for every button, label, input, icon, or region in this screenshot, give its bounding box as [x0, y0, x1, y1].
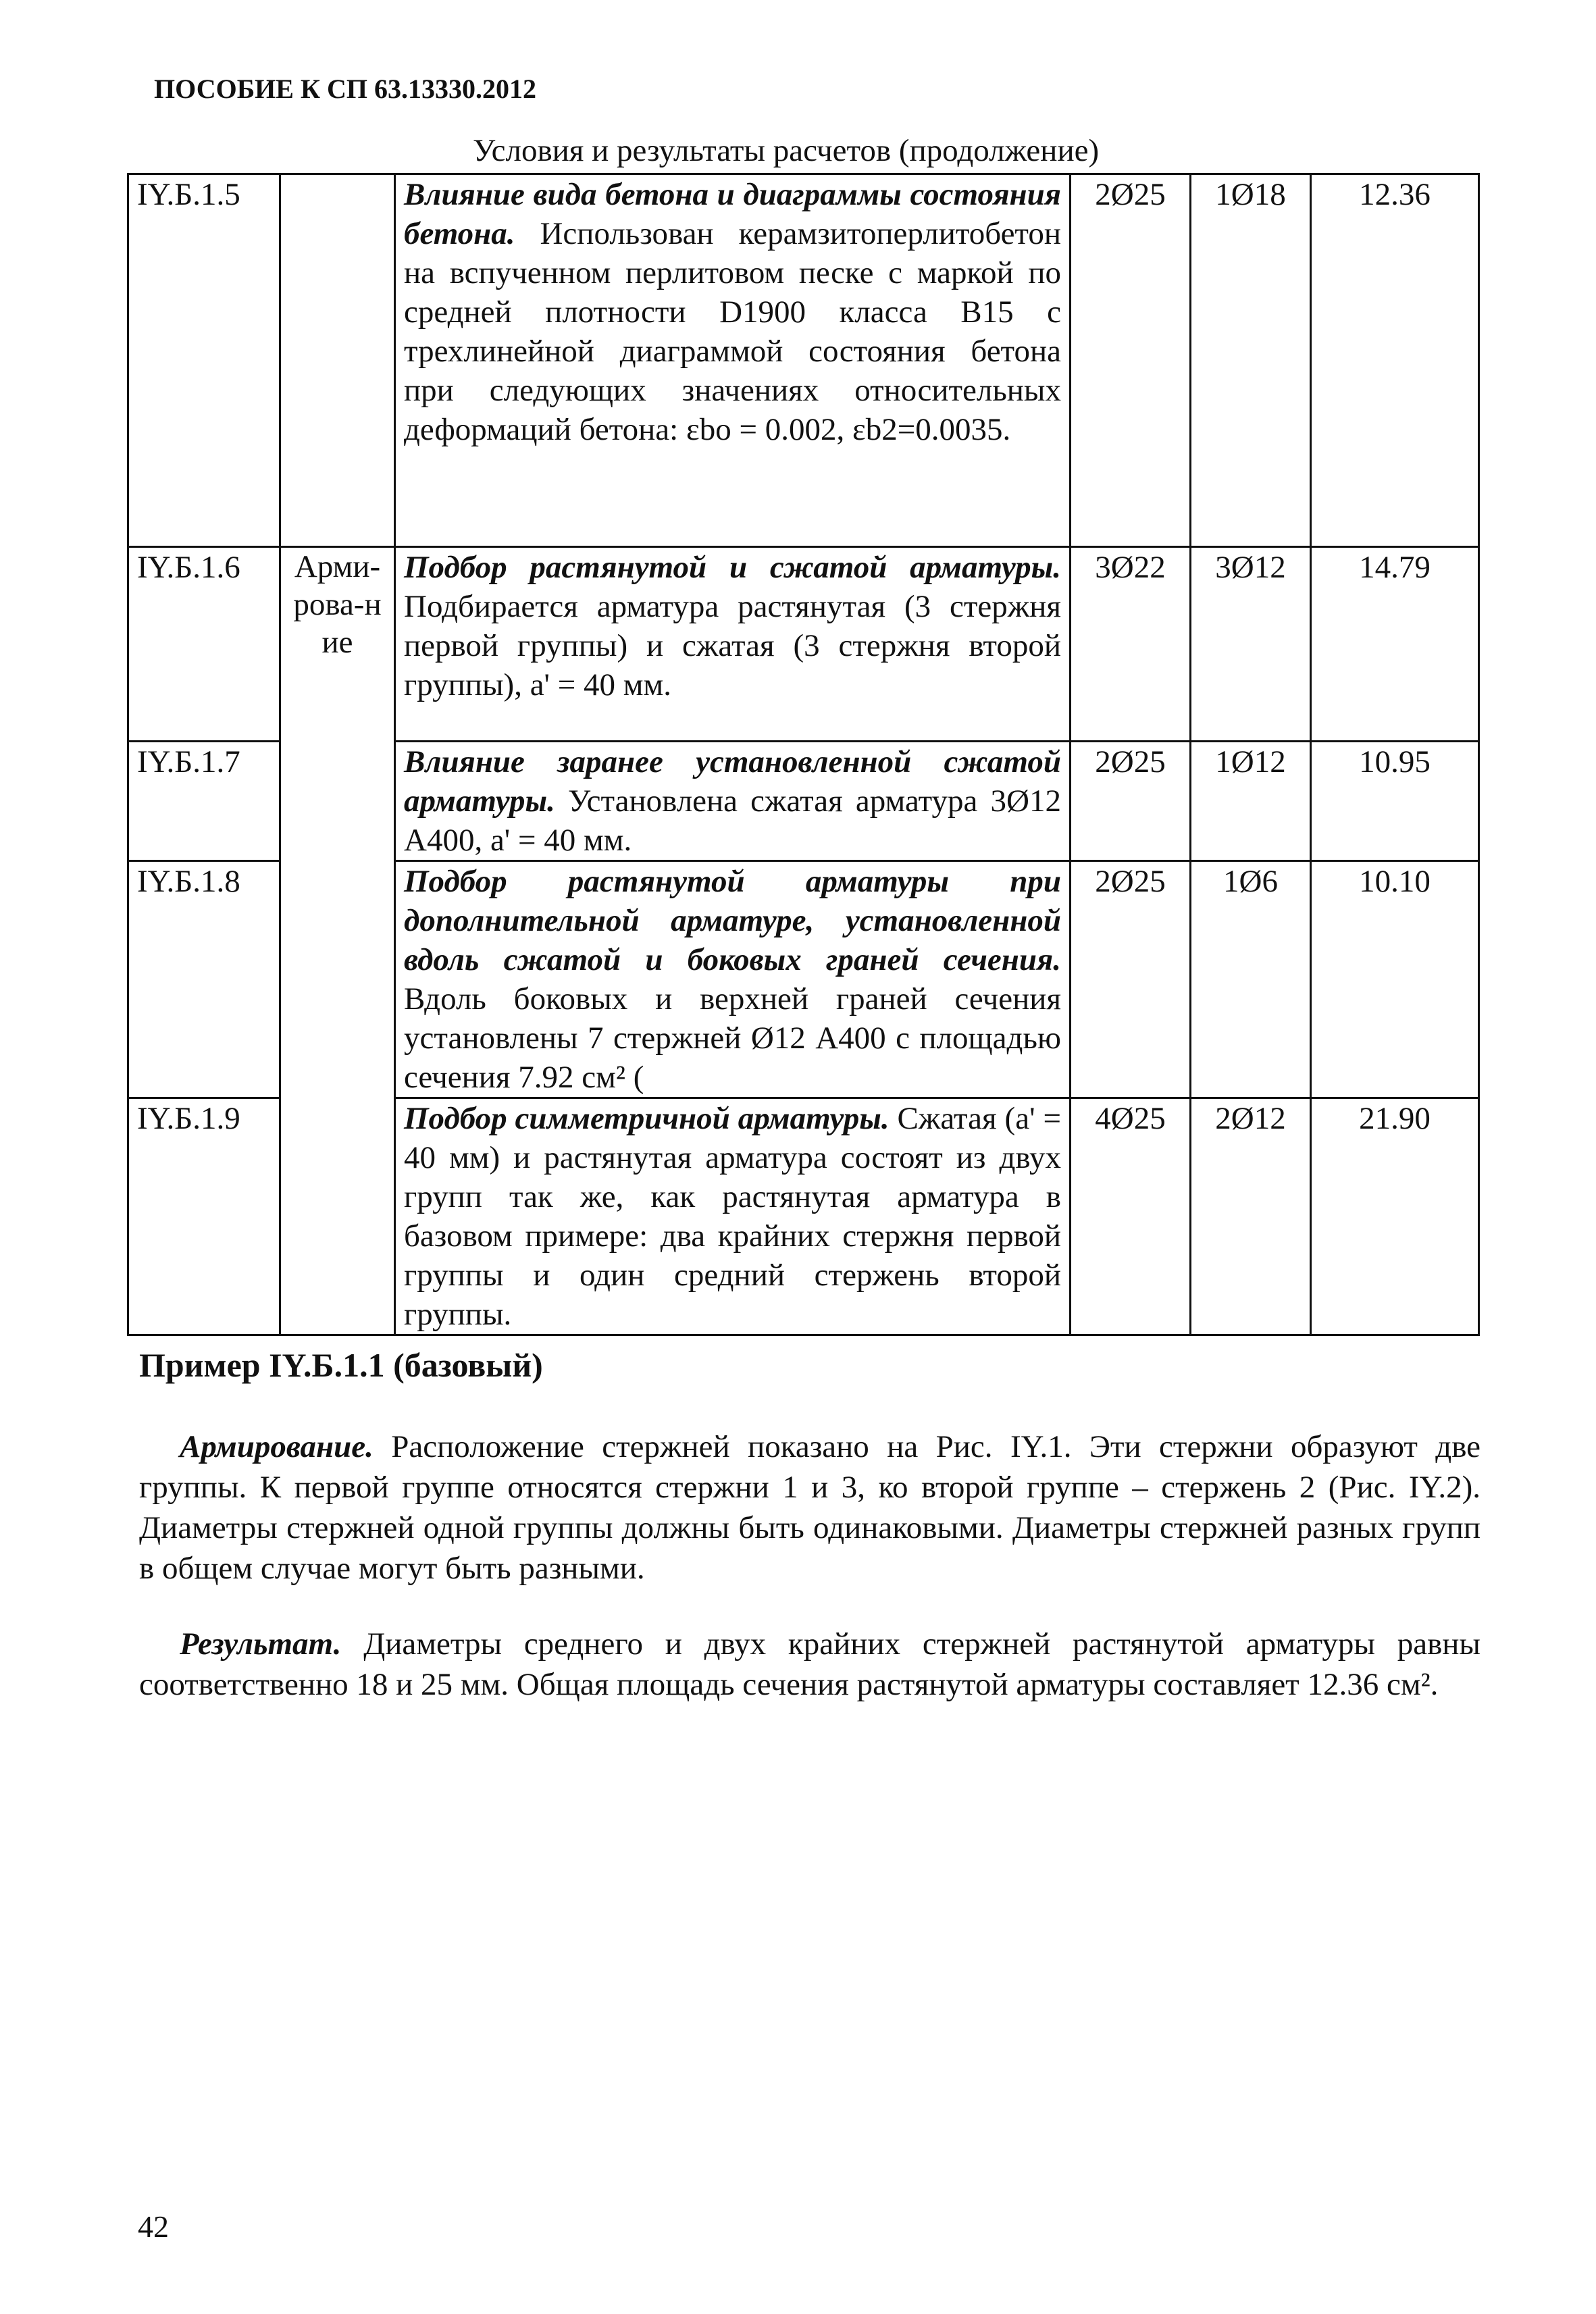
table-caption: Условия и результаты расчетов (продолжение): [473, 133, 1100, 168]
document-header: ПОСОБИЕ К СП 63.13330.2012: [154, 74, 536, 104]
row-description: [395, 1098, 1071, 1335]
bars-group-1: 2Ø25: [1071, 742, 1191, 861]
row-title: Подбор симметричной арматуры.: [404, 1101, 890, 1136]
bars-group-1: 4Ø25: [1071, 1098, 1191, 1335]
area-value: 21.90: [1311, 1098, 1479, 1335]
row-title: Подбор растянутой и сжатой арматуры.: [404, 550, 1061, 585]
area-value: 14.79: [1311, 547, 1479, 742]
table-row: [128, 174, 1479, 547]
row-description: [395, 742, 1071, 861]
row-number: IY.Б.1.5: [128, 174, 280, 547]
bars-group-2: 3Ø12: [1191, 547, 1311, 742]
row-text: Вдоль боковых и верхней граней сечения установлены 7 стержней Ø12 А400 с площадью сечения 7.92 см² (: [404, 981, 1061, 1095]
page-number: 42: [138, 2209, 169, 2244]
row-text: Использован керамзитоперлитобетон на вспученном перлитовом песке с маркой по средней плотности D1900 класса B15 с трехлинейной диаграммой состояния бетона при следующих значениях относительных деформаций бетона: εbo = 0.002, εb2=0.0035.: [404, 216, 1061, 447]
results-table: [127, 173, 1480, 1336]
bars-group-1: 2Ø25: [1071, 174, 1191, 547]
row-description: [395, 174, 1071, 547]
row-text: Установлена сжатая арматура 3Ø12 А400, a' = 40 мм.: [404, 783, 1061, 858]
group-cell-empty: [280, 174, 395, 547]
paragraph-label: Результат.: [180, 1626, 342, 1662]
bars-group-2: 1Ø18: [1191, 174, 1311, 547]
paragraph-text: Расположение стержней показано на Рис. IY.1. Эти стержни образуют две группы. К первой группе относятся стержни 1 и 3, ко второй группе – стержень 2 (Рис. IY.2). Диаметры стержней одной группы должны быть одинаковыми. Диаметры стержней разных групп в общем случае могут быть разными.: [139, 1429, 1481, 1586]
bars-group-2: 2Ø12: [1191, 1098, 1311, 1335]
area-value: 10.10: [1311, 861, 1479, 1098]
group-cell-reinforcement: Арми-рова-ние: [280, 547, 395, 1335]
row-number: IY.Б.1.6: [128, 547, 280, 742]
row-title: Подбор растянутой арматуры при дополнительной арматуре, установленной вдоль сжатой и боковых граней сечения.: [404, 864, 1061, 977]
row-description: [395, 547, 1071, 742]
example-title: Пример IY.Б.1.1 (базовый): [139, 1346, 543, 1384]
row-title: Влияние заранее установленной сжатой арматуры.: [404, 744, 1061, 819]
paragraph-text: Диаметры среднего и двух крайних стержней растянутой арматуры равны соответственно 18 и 25 мм. Общая площадь сечения растянутой арматуры составляет 12.36 см².: [139, 1626, 1481, 1702]
row-number: IY.Б.1.8: [128, 861, 280, 1098]
row-number: IY.Б.1.7: [128, 742, 280, 861]
row-text: Подбирается арматура растянутая (3 стержня первой группы) и сжатая (3 стержня второй группы), a' = 40 мм.: [404, 589, 1061, 702]
row-text: Сжатая (a' = 40 мм) и растянутая арматура состоят из двух групп так же, как растянутая арматура в базовом примере: два крайних стержня первой группы и один средний стержень второй группы.: [404, 1101, 1061, 1332]
paragraph-result: [139, 1624, 1481, 1705]
row-number: IY.Б.1.9: [128, 1098, 280, 1335]
paragraph-label: Армирование.: [180, 1429, 374, 1464]
bars-group-1: 3Ø22: [1071, 547, 1191, 742]
row-title: Влияние вида бетона и диаграммы состояния бетона.: [404, 177, 1061, 251]
area-value: 10.95: [1311, 742, 1479, 861]
row-description: [395, 861, 1071, 1098]
bars-group-2: 1Ø12: [1191, 742, 1311, 861]
table-row: [128, 547, 1479, 742]
paragraph-reinforcement: [139, 1426, 1481, 1589]
bars-group-2: 1Ø6: [1191, 861, 1311, 1098]
bars-group-1: 2Ø25: [1071, 861, 1191, 1098]
area-value: 12.36: [1311, 174, 1479, 547]
